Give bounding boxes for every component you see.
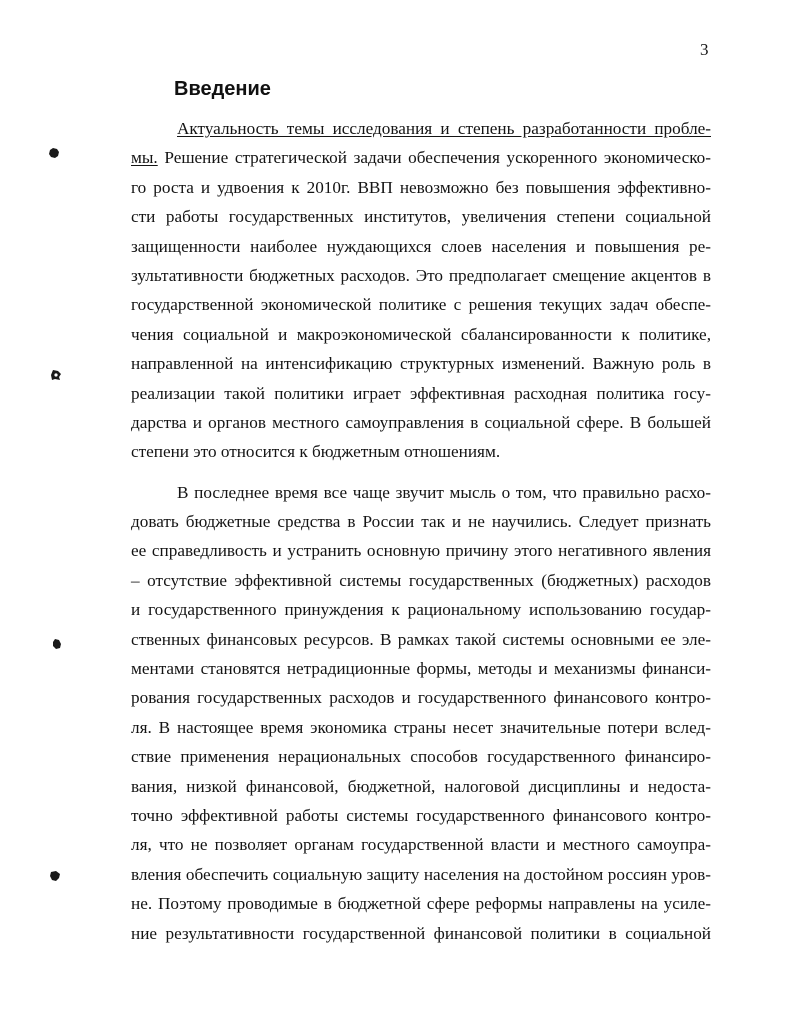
paragraph-2-line: довать бюджетные средства в России так и не научились. Следует признать xyxy=(131,512,711,532)
paragraph-1-line: зультативности бюджетных расходов. Это предполагает смещение акцентов в xyxy=(131,265,711,285)
paragraph-1-line xyxy=(131,143,711,172)
body-text xyxy=(131,114,711,948)
paragraph-2-line: ля. В настоящее время экономика страны несет значительные потери вслед- xyxy=(131,717,711,737)
ink-blot-icon xyxy=(49,870,61,882)
paragraph-1-line: дарства и органов местного самоуправления в социальной сфере. В большей xyxy=(131,412,711,432)
paragraph-2-line: ее справедливость и устранить основную причину этого негативного явления xyxy=(131,541,711,561)
ink-blot-icon xyxy=(51,638,63,650)
paragraph-1-line: степени это относится к бюджетным отношениям. xyxy=(131,442,501,462)
paragraph-1-line: сти работы государственных институтов, увеличения степени социальной xyxy=(131,207,711,227)
paragraph-1-line-text: Решение стратегической задачи обеспечения ускоренного экономическо- xyxy=(164,148,711,168)
paragraph-1-line: чения социальной и макроэкономической сбалансированности к политике, xyxy=(131,324,711,344)
paragraph-2-line: ние результативности государственной финансовой политики в социальной xyxy=(131,923,711,943)
paragraph-2-line: – отсутствие эффективной системы государственных (бюджетных) расходов xyxy=(131,570,711,590)
ink-blot-icon xyxy=(48,147,60,159)
paragraph-2-line: точно эффективной работы системы государственного финансового контро- xyxy=(131,805,711,825)
paragraph-1-line: государственной экономической политике с решения текущих задач обеспе- xyxy=(131,295,711,315)
paragraph-2-line: ственных финансовых ресурсов. В рамках такой системы основными ее эле- xyxy=(131,629,711,649)
page-number: 3 xyxy=(700,40,709,59)
ink-blot-icon xyxy=(50,369,62,381)
section-heading: Введение xyxy=(174,78,271,100)
paragraph-2-line: вания, низкой финансовой, бюджетной, налоговой дисциплины и недоста- xyxy=(131,776,711,796)
paragraph-gap xyxy=(131,467,711,478)
topic-relevance-title: Актуальность темы исследования и степень разработанности пробле- xyxy=(177,119,711,138)
paragraph-1-line: го роста и удвоения к 2010г. ВВП невозможно без повышения эффективно- xyxy=(131,177,711,197)
paragraph-2-line: и государственного принуждения к рациональному использованию государ- xyxy=(131,600,711,620)
paragraph-2-line: рования государственных расходов и государственного финансового контро- xyxy=(131,688,711,708)
paragraph-2-line: не. Поэтому проводимые в бюджетной сфере реформы направлены на усиле- xyxy=(131,894,711,914)
paragraph-2-line: ствие применения нерациональных способов государственного финансиро- xyxy=(131,747,711,767)
paragraph-1-line: защищенности наиболее нуждающихся слоев населения и повышения ре- xyxy=(131,236,711,256)
paragraph-1-line: реализации такой политики играет эффективная расходная политика госу- xyxy=(131,383,711,403)
paragraph-2-line: вления обеспечить социальную защиту населения на достойном россиян уров- xyxy=(131,864,711,884)
paragraph-2-line: В последнее время все чаще звучит мысль о том, что правильно расхо- xyxy=(177,482,711,502)
paragraph-2-line: ментами становятся нетрадиционные формы, методы и механизмы финанси- xyxy=(131,659,711,679)
paragraph-2-line: ля, что не позволяет органам государственной власти и местного самоупра- xyxy=(131,835,711,855)
topic-relevance-title-end: мы. xyxy=(131,148,158,168)
paragraph-1-line: направленной на интенсификацию структурных изменений. Важную роль в xyxy=(131,354,711,374)
paragraph-1-title-line xyxy=(131,114,711,143)
